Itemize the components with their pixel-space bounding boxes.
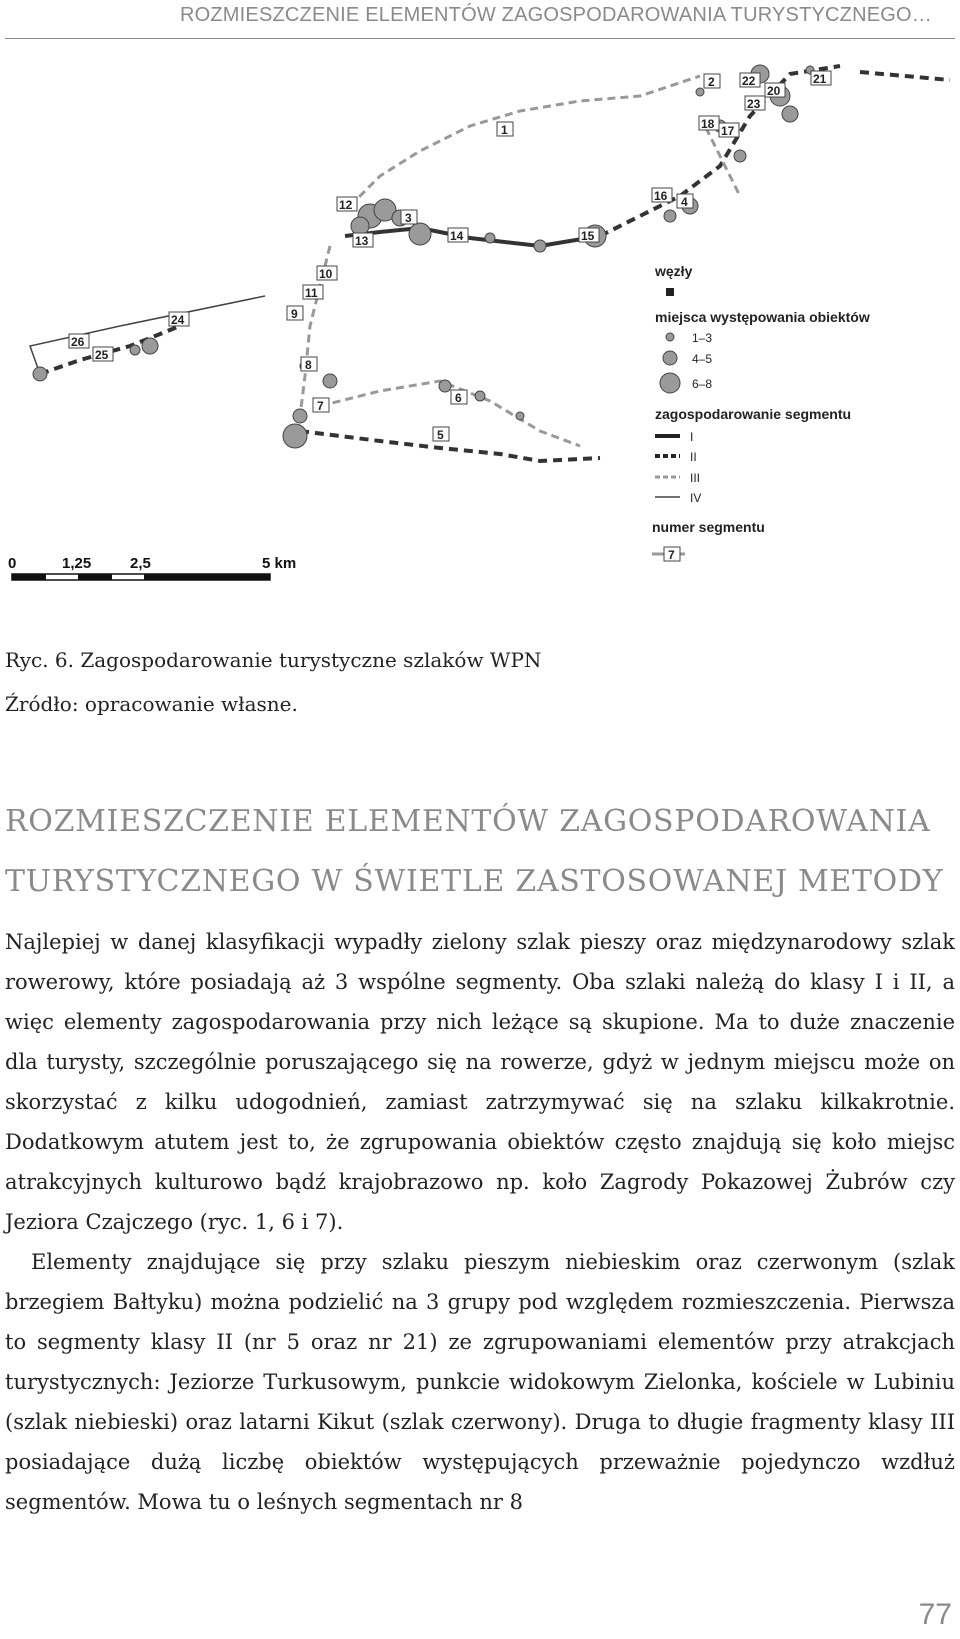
- segment-label: 24: [171, 313, 185, 327]
- legend-objects-class: 6–8: [692, 377, 713, 391]
- segment-label: 26: [71, 335, 85, 349]
- page-number: 77: [918, 1598, 952, 1631]
- paragraph: Elementy znajdujące się przy szlaku pieszym niebieskim oraz czerwonym (szlak brzegiem Bałtyku) można podzielić na 3 grupy pod względem rozmieszczenia. Pierwsza to segmenty klasy II (nr 5 oraz nr 21) ze zgrupowaniami elementów przy atrakcjach turystycznych: Jeziorze Turkusowym, punkcie widokowym Zielonka, kościele w Lubiniu (szlak niebieski) oraz latarni Kikut (szlak czerwony). Druga to długie fragmenty klasy III posiadające dużą liczbę obiektów występujących przeważnie pojedynczo wzdłuż segmentów. Mowa tu o leśnych segmentach nr 8: [5, 1250, 955, 1514]
- segment-label: 3: [405, 211, 412, 225]
- object-large-icon: [660, 373, 680, 393]
- segment-label: 11: [305, 286, 318, 300]
- segment-label: 17: [721, 124, 735, 138]
- segment-label: 14: [450, 229, 464, 243]
- legend-number-example: 7: [668, 548, 675, 562]
- legend-segment-title: zagospodarowanie segmentu: [655, 406, 852, 422]
- segment-label: 2: [708, 75, 715, 89]
- figure-caption: Ryc. 6. Zagospodarowanie turystyczne szlaków WPN: [5, 648, 542, 672]
- legend-number-title: numer segmentu: [652, 519, 765, 535]
- object-small-icon: [666, 333, 674, 341]
- segment-label: 4: [681, 195, 688, 209]
- segment-label: 15: [581, 229, 595, 243]
- segment-label: 18: [701, 117, 715, 131]
- paragraph: Najlepiej w danej klasyfikacji wypadły zielony szlak pieszy oraz międzynarodowy szlak rowerowy, które posiadają aż 3 wspólne segmenty. Oba szlaki należą do klasy I i II, a więc elementy zagospodarowania przy nich leżące są skupione. Ma to duże znaczenie dla turysty, szczególnie poruszającego się na rowerze, gdyż w jednym miejscu może on skorzystać z kilku udogodnień, zamiast zatrzymywać się na szlaku kilkakrotnie. Dodatkowym atutem jest to, że zgrupowania obiektów często znajdują się koło miejsc atrakcyjnych kulturowo bądź krajobrazowo np. koło Zagrody Pokazowej Żubrów czy Jeziora Czajczego (ryc. 1, 6 i 7).: [5, 930, 955, 1234]
- legend-segment-class: III: [690, 471, 701, 485]
- running-header: [0, 0, 960, 40]
- segment-label: 12: [339, 198, 353, 212]
- legend-nodes-title: węzły: [655, 263, 693, 279]
- segment-label: 25: [95, 348, 109, 362]
- scale-label: 2,5: [130, 555, 151, 572]
- map-legend: [652, 263, 870, 562]
- segment-label: 16: [654, 189, 668, 203]
- segment-label: 10: [319, 267, 333, 281]
- segment-label: 1: [501, 123, 508, 137]
- running-title: ROZMIESZCZENIE ELEMENTÓW ZAGOSPODAROWANIA TURYSTYCZNEGO…: [179, 4, 932, 26]
- scale-bar-segment: [12, 574, 46, 580]
- segment-label: 6: [455, 391, 462, 405]
- scale-label: 0: [8, 555, 17, 572]
- scale-label: 5 km: [262, 555, 297, 572]
- segment-label: 21: [813, 72, 827, 86]
- legend-objects-class: 1–3: [692, 331, 713, 345]
- scale-bar: [8, 555, 296, 580]
- object-medium-icon: [663, 351, 677, 365]
- figure-source: Źródło: opracowanie własne.: [5, 692, 298, 716]
- segment-label: 20: [767, 84, 781, 98]
- segment-label: 22: [742, 74, 756, 88]
- header-rule: [5, 38, 955, 39]
- segment-label: 5: [437, 428, 444, 442]
- trail-map: [0, 56, 960, 616]
- legend-objects-title: miejsca występowania obiektów: [655, 309, 870, 325]
- section-title: ROZMIESZCZENIE ELEMENTÓW ZAGOSPODAROWANIA TURYSTYCZNEGO W ŚWIETLE ZASTOSOWANEJ METODY: [5, 804, 944, 899]
- map-trails: [30, 66, 950, 461]
- body-text: [5, 922, 955, 1522]
- segment-label: 13: [355, 234, 369, 248]
- trail-map-figure: [0, 56, 960, 616]
- legend-objects-class: 4–5: [692, 352, 713, 366]
- legend-segment-class: II: [690, 450, 697, 464]
- segment-label: 8: [305, 358, 312, 372]
- scale-bar-segment: [78, 574, 112, 580]
- scale-bar-segment: [144, 574, 270, 580]
- legend-segment-class: I: [690, 430, 694, 444]
- segment-label: 9: [291, 307, 298, 321]
- segment-label: 23: [747, 97, 761, 111]
- legend-segment-class: IV: [690, 491, 702, 505]
- scale-label: 1,25: [62, 555, 92, 572]
- segment-label: 7: [317, 399, 324, 413]
- node-icon: [666, 288, 674, 296]
